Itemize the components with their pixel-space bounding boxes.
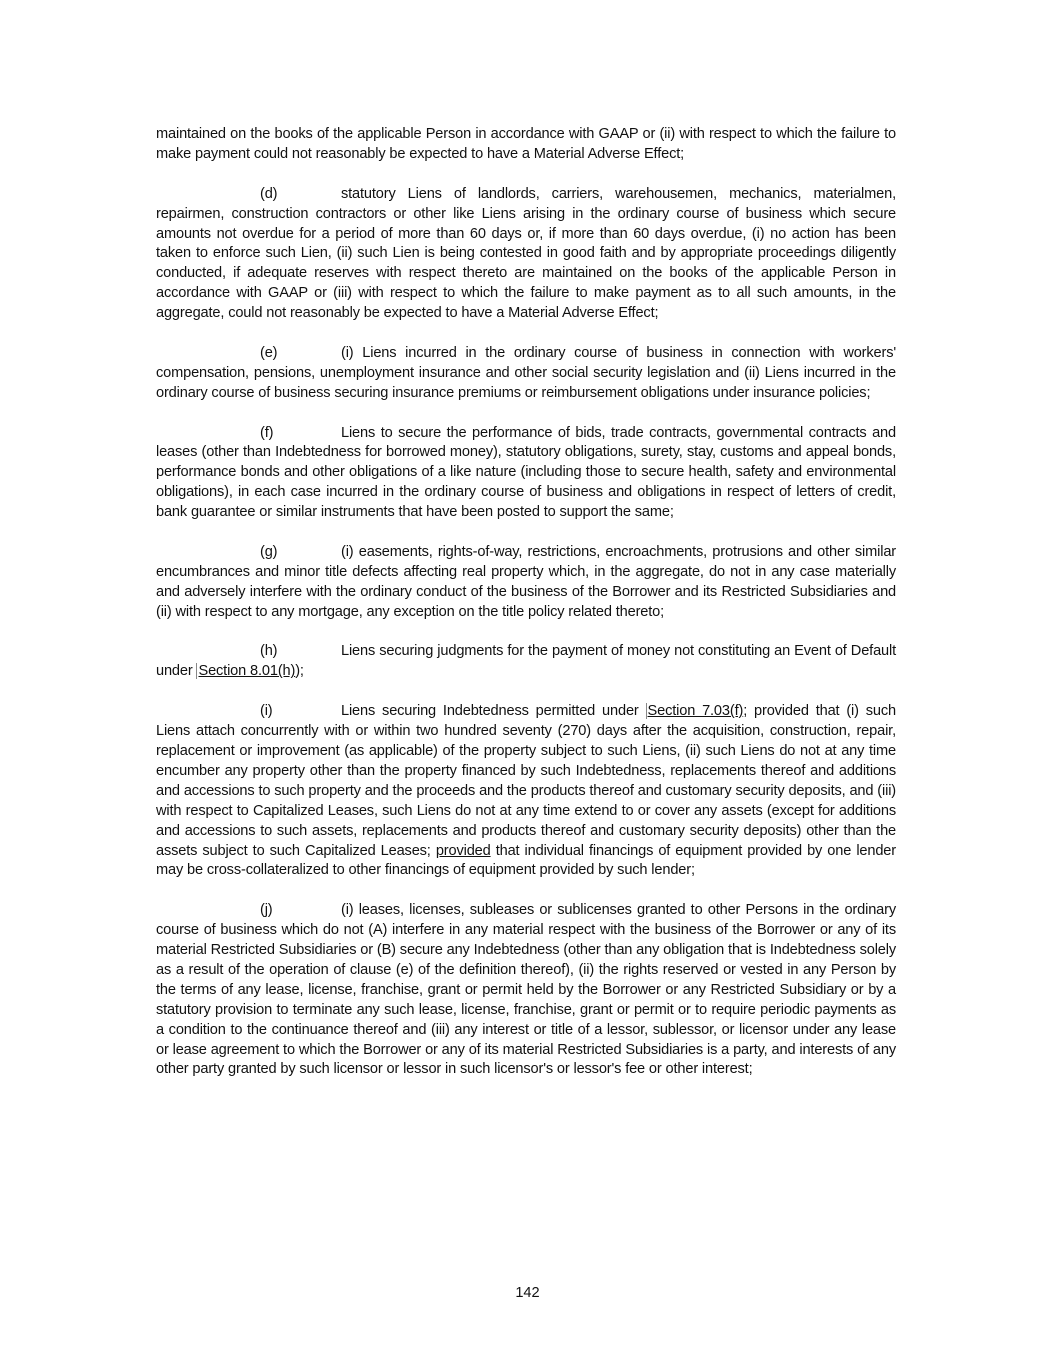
- clause-f: [156, 424, 896, 524]
- clause-text-e: (i) Liens incurred in the ordinary course of business in connection with workers' compensation, pensions, unemployment insurance and other social security legislation and (ii) Liens incurred in the ordinary course of business securing insurance premiums or reimbursement obligations under insurance policies;: [156, 344, 896, 401]
- clause-label-f: (f): [260, 424, 274, 441]
- clause-text-f: Liens to secure the performance of bids, trade contracts, governmental contracts and leases (other than Indebtedness for borrowed money), statutory obligations, surety, stay, customs and appeal bonds, performance bonds and other obligations of a like nature (including those to secure health, safety and environmental obligations), in each case incurred in the ordinary course of business and obligations in respect of letters of credit, bank guarantee or similar instruments that have been posted to support the same;: [156, 424, 896, 521]
- clause-label-g: (g): [260, 543, 278, 560]
- clause-label-e: (e): [260, 344, 278, 361]
- clause-text-i-middle: ; provided that (i) such Liens attach concurrently with or within two hundred seventy (270) days after the acquisition, construction, repair, replacement or improvement (as applicable) of the property subject to such Liens, (ii) such Liens do not at any time encumber any property other than the property financed by such Indebtedness, replacements thereof and additions and accessions to such property and the proceeds and the products thereof and customary security deposits, and (iii) with respect to Capitalized Leases, such Liens do not at any time extend to or cover any assets (except for additions and accessions to such assets, replacements and products thereof and customary security deposits) other than the assets subject to such Capitalized Leases;: [156, 703, 896, 859]
- clause-text-h-after: );: [295, 663, 304, 680]
- clause-label-i: (i): [260, 703, 273, 720]
- clause-g: [156, 543, 896, 623]
- page-number: 142: [515, 1285, 540, 1301]
- clause-i: [156, 702, 896, 881]
- document-body: [156, 125, 896, 1100]
- section-link-7-03-f[interactable]: Section 7.03(f): [647, 703, 744, 720]
- clause-text-i-after: that individual financings of equipment provided by one lender may be cross-collateralized to other financings of equipment provided by such lender;: [156, 842, 896, 879]
- section-link-8-01-h[interactable]: Section 8.01(h): [198, 663, 296, 680]
- clause-j: [156, 901, 896, 1080]
- clause-label-j: (j): [260, 902, 273, 919]
- clause-d: [156, 185, 896, 324]
- intro-text: maintained on the books of the applicable Person in accordance with GAAP or (ii) with respect to which the failure to make payment could not reasonably be expected to have a Material Adverse Effect;: [156, 126, 896, 162]
- clause-text-h-before: Liens securing judgments for the payment of money not constituting an Event of Default under: [156, 643, 896, 680]
- clause-text-j: (i) leases, licenses, subleases or sublicenses granted to other Persons in the ordinary course of business which do not (A) interfere in any material respect with the business of the Borrower or any of its material Restricted Subsidiaries or (B) secure any Indebtedness (other than any obligation that is Indebtedness solely as a result of the operation of clause (e) of the definition thereof), (ii) the rights reserved or vested in any Person by the terms of any lease, license, franchise, grant or permit held by the Borrower or any Restricted Subsidiary or by a statutory provision to terminate any such lease, license, franchise, grant or permit or to require periodic payments as a condition to the continuance thereof and (iii) any interest or title of a lessor, sublessor, or licensor under any lease or lease agreement to which the Borrower or any of its material Restricted Subsidiaries is a party, and interests of any other party granted by such licensor or lessor in such licensor's or lessor's fee or other interest;: [156, 902, 896, 1078]
- clause-text-g: (i) easements, rights-of-way, restrictions, encroachments, protrusions and other similar encumbrances and minor title defects affecting real property which, in the aggregate, do not in any case materially and adversely interfere with the ordinary conduct of the business of the Borrower and its Restricted Subsidiaries and (ii) with respect to any mortgage, any exception on the title policy related thereto;: [156, 543, 896, 620]
- clause-e: [156, 344, 896, 404]
- clause-text-d: statutory Liens of landlords, carriers, warehousemen, mechanics, materialmen, repairmen, construction contractors or other like Liens arising in the ordinary course of business which secure amounts not overdue for a period of more than 60 days or, if more than 60 days overdue, (i) no action has been taken to enforce such Lien, (ii) such Lien is being contested in good faith and by appropriate proceedings diligently conducted, if adequate reserves with respect thereto are maintained on the books of the applicable Person in accordance with GAAP or (iii) with respect to which the failure to make payment as to all such amounts, in the aggregate, could not reasonably be expected to have a Material Adverse Effect;: [156, 185, 896, 322]
- clause-text-i-before: Liens securing Indebtedness permitted under: [341, 703, 646, 720]
- clause-label-h: (h): [260, 643, 278, 660]
- intro-paragraph: [156, 125, 896, 165]
- clause-h: [156, 642, 896, 682]
- provided-term: provided: [435, 842, 491, 859]
- clause-label-d: (d): [260, 185, 278, 202]
